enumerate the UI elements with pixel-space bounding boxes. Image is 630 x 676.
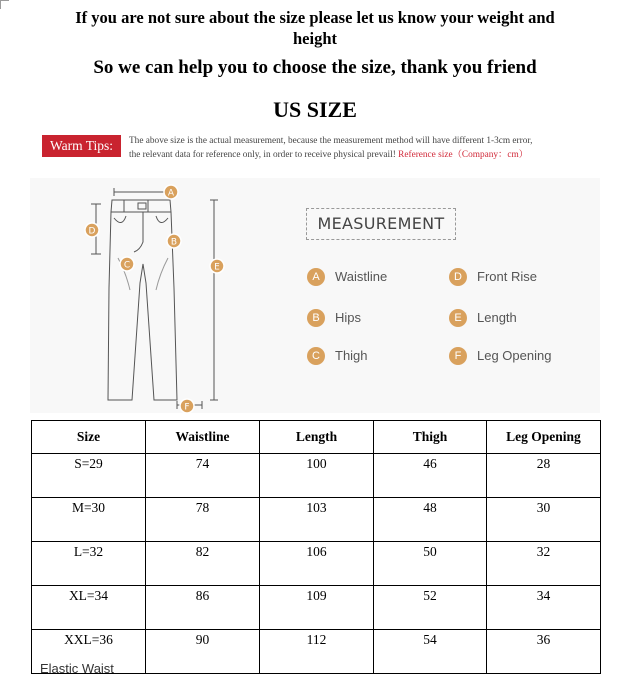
legend-label-thigh: Thigh [335, 348, 368, 363]
marker-f [180, 399, 194, 413]
legend-label-hips: Hips [335, 310, 362, 325]
measurement-diagram [30, 178, 600, 413]
waistline-cell: 74 [146, 454, 260, 498]
leg-opening-cell: 34 [487, 586, 601, 630]
table-row [32, 542, 601, 586]
thigh-cell: 46 [374, 454, 487, 498]
warm-tips-line-2 [129, 148, 532, 162]
marker-e [210, 259, 224, 273]
size-table-header [32, 421, 601, 454]
column-header-thigh: Thigh [374, 421, 487, 454]
legend-label-waistline: Waistline [335, 269, 388, 284]
size-cell: L=32 [32, 542, 146, 586]
thigh-cell: 52 [374, 586, 487, 630]
waistline-cell: 90 [146, 630, 260, 674]
column-header-waistline: Waistline [146, 421, 260, 454]
column-header-leg-opening: Leg Opening [487, 421, 601, 454]
legend-marker-c: C [307, 347, 325, 365]
marker-b [167, 234, 181, 248]
intro-line-3: So we can help you to choose the size, thank you friend [93, 57, 537, 78]
legend-label-length: Length [477, 310, 517, 325]
pants-illustration [30, 178, 260, 413]
warm-tips-badge: Warm Tips: [42, 135, 121, 157]
marker-c [120, 257, 134, 271]
svg-text:A: A [167, 188, 175, 199]
column-header-length: Length [260, 421, 374, 454]
size-cell: S=29 [32, 454, 146, 498]
leg-opening-cell: 28 [487, 454, 601, 498]
thigh-cell: 54 [374, 630, 487, 674]
length-cell: 100 [260, 454, 374, 498]
leg-opening-cell: 30 [487, 498, 601, 542]
intro-line-1: If you are not sure about the size please let us know your weight and [75, 8, 555, 27]
table-row [32, 498, 601, 542]
warm-tips-line-2-text: the relevant data for reference only, in order to receive physical prevail! [129, 150, 396, 160]
table-row [32, 630, 601, 674]
reference-size-note: Reference size（Company：cm） [398, 150, 528, 160]
page-title: US SIZE [273, 97, 357, 122]
size-cell: XXL=36 [32, 630, 146, 674]
legend-marker-d: D [449, 268, 467, 286]
size-cell: XL=34 [32, 586, 146, 630]
thigh-cell: 48 [374, 498, 487, 542]
svg-text:D: D [88, 226, 96, 237]
legend-marker-f: F [449, 347, 467, 365]
waistline-cell: 86 [146, 586, 260, 630]
svg-text:C: C [123, 260, 131, 271]
intro-line-2: height [292, 29, 337, 48]
waistline-cell: 78 [146, 498, 260, 542]
legend-marker-b: B [307, 309, 325, 327]
length-cell: 106 [260, 542, 374, 586]
thigh-cell: 50 [374, 542, 487, 586]
length-cell: 112 [260, 630, 374, 674]
svg-text:E: E [214, 262, 220, 273]
legend-marker-a: A [307, 268, 325, 286]
waistline-cell: 82 [146, 542, 260, 586]
legend-label-leg-opening: Leg Opening [477, 348, 552, 363]
leg-opening-cell: 32 [487, 542, 601, 586]
measurement-heading: MEASUREMENT [306, 208, 456, 240]
table-row [32, 454, 601, 498]
table-row [32, 586, 601, 630]
warm-tips-text [129, 134, 532, 162]
column-header-size: Size [32, 421, 146, 454]
svg-text:F: F [184, 402, 190, 413]
legend-label-front-rise: Front Rise [477, 269, 537, 284]
footer-note: Elastic Waist [40, 661, 114, 676]
marker-a [164, 185, 178, 199]
pants-waistband [111, 200, 171, 212]
length-cell: 103 [260, 498, 374, 542]
svg-text:B: B [170, 237, 178, 248]
warm-tips-line-1: The above size is the actual measurement, because the measurement method will have different 1-3cm error, [129, 136, 533, 146]
marker-d [85, 223, 99, 237]
size-table [31, 420, 601, 674]
legend-marker-e: E [449, 309, 467, 327]
leg-opening-cell: 36 [487, 630, 601, 674]
size-cell: M=30 [32, 498, 146, 542]
length-cell: 109 [260, 586, 374, 630]
